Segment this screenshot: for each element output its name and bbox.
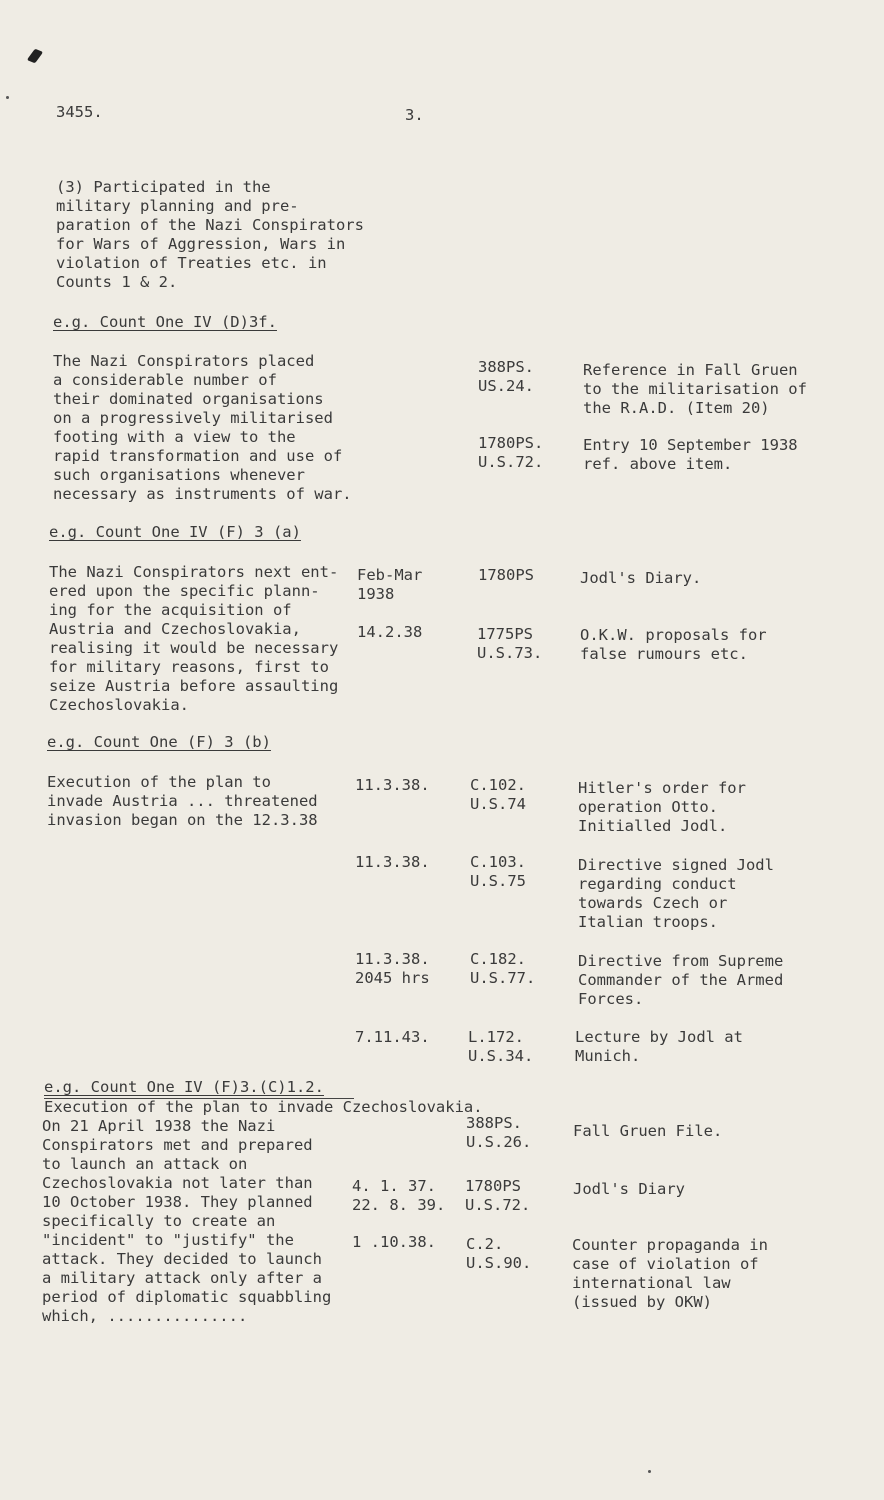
ink-mark bbox=[27, 49, 43, 64]
entry-date: 11.3.38. 2045 hrs bbox=[355, 950, 430, 987]
reference-note: Directive from Supreme Commander of the Armed Forces. bbox=[578, 952, 784, 1008]
section-heading: e.g. Count One IV (F)3.(C)1.2. bbox=[44, 1078, 324, 1096]
margin-dot bbox=[6, 96, 9, 99]
entry-date: 4. 1. 37. 22. 8. 39. bbox=[352, 1177, 446, 1214]
reference-note: Counter propaganda in case of violation of international law (issued by OKW) bbox=[572, 1236, 768, 1311]
document-reference: 388PS. U.S.26. bbox=[466, 1114, 532, 1151]
document-reference: 1780PS U.S.72. bbox=[465, 1177, 531, 1214]
document-reference: C.103. U.S.75 bbox=[470, 853, 526, 890]
section-description: Execution of the plan to invade Austria ... threatened invasion began on the 12.3.38 bbox=[47, 773, 318, 829]
section-description: On 21 April 1938 the Nazi Conspirators met and prepared to launch an attack on Czechoslovakia not later than 10 October 1938. They planned specifically to create an "incident" to "justify" the attack. They decided to launch a military attack only after a period of diplomatic squabbling which, ............... bbox=[42, 1117, 332, 1325]
section-subheading: Execution of the plan to invade Czechoslovakia. bbox=[44, 1098, 483, 1116]
page-number: 3. bbox=[405, 106, 424, 124]
entry-date: 11.3.38. bbox=[355, 776, 430, 794]
document-reference: C.102. U.S.74 bbox=[470, 776, 526, 813]
reference-note: Lecture by Jodl at Munich. bbox=[575, 1028, 743, 1065]
reference-note: O.K.W. proposals for false rumours etc. bbox=[580, 626, 767, 663]
reference-note: Hitler's order for operation Otto. Initialled Jodl. bbox=[578, 779, 746, 835]
document-reference: C.2. U.S.90. bbox=[466, 1235, 532, 1272]
entry-date: 1 .10.38. bbox=[352, 1233, 436, 1251]
entry-date: 7.11.43. bbox=[355, 1028, 430, 1046]
document-reference: 1780PS. U.S.72. bbox=[478, 434, 544, 471]
section-heading: e.g. Count One (F) 3 (b) bbox=[47, 733, 271, 751]
document-reference: L.172. U.S.34. bbox=[468, 1028, 534, 1065]
section-heading: e.g. Count One IV (F) 3 (a) bbox=[49, 523, 301, 541]
section-heading: e.g. Count One IV (D)3f. bbox=[53, 313, 277, 331]
intro-paragraph: (3) Participated in the military planning and pre- paration of the Nazi Conspirators for Wars of Aggression, Wars in violation of Treaties etc. in Counts 1 & 2. bbox=[56, 178, 364, 291]
reference-note: Reference in Fall Gruen to the militarisation of the R.A.D. (Item 20) bbox=[583, 361, 807, 417]
reference-note: Jodl's Diary. bbox=[580, 569, 702, 587]
entry-date: Feb-Mar 1938 bbox=[357, 566, 423, 603]
margin-dot bbox=[648, 1470, 651, 1473]
reference-note: Entry 10 September 1938 ref. above item. bbox=[583, 436, 798, 473]
reference-note: Directive signed Jodl regarding conduct towards Czech or Italian troops. bbox=[578, 856, 774, 931]
document-reference: 1775PS U.S.73. bbox=[477, 625, 543, 662]
section-description: The Nazi Conspirators next ent- ered upon the specific plann- ing for the acquisition of Austria and Czechoslovakia, realising it would be necessary for military reasons, first to seize Austria before assaulting Czechoslovakia. bbox=[49, 563, 339, 714]
entry-date: 14.2.38 bbox=[357, 623, 423, 641]
entry-date: 11.3.38. bbox=[355, 853, 430, 871]
doc-number: 3455. bbox=[56, 103, 103, 121]
document-reference: C.182. U.S.77. bbox=[470, 950, 536, 987]
section-description: The Nazi Conspirators placed a considerable number of their dominated organisations on a progressively militarised footing with a view to the rapid transformation and use of such organisations whenever necessary as instruments of war. bbox=[53, 352, 352, 503]
reference-note: Jodl's Diary bbox=[573, 1180, 685, 1198]
document-reference: 388PS. US.24. bbox=[478, 358, 534, 395]
document-reference: 1780PS bbox=[478, 566, 534, 584]
reference-note: Fall Gruen File. bbox=[573, 1122, 723, 1140]
